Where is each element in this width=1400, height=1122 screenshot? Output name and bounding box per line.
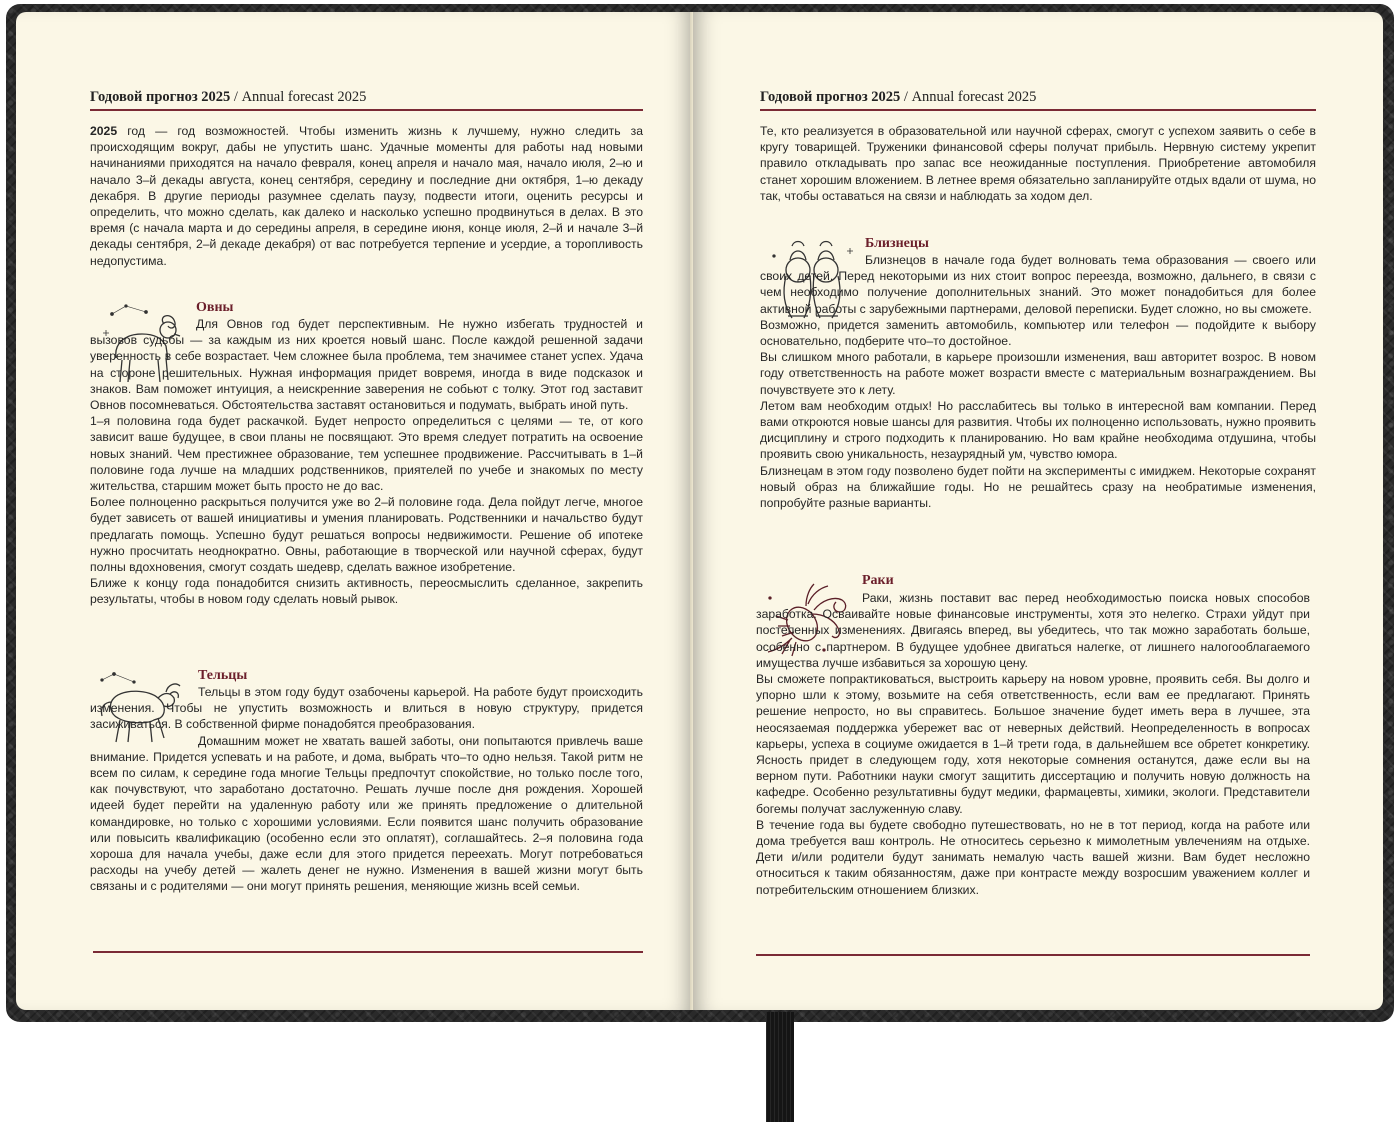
aries-block	[196, 300, 643, 316]
taurus-block	[198, 668, 643, 684]
aries-paragraph-4: Ближе к концу года понадобится снизить активность, переосмыслить сделанное, закрепить результаты, чтобы в новом году сделать новый рывок.	[90, 576, 643, 607]
gemini-paragraph-2: Возможно, придется заменить автомобиль, компьютер или телефон — подойдите к выбору основательно, подберите что–то достойное.	[760, 317, 1316, 349]
header-separator-right: /	[903, 89, 908, 105]
intro-text: год — год возможностей. Чтобы изменить жизнь к лучшему, нужно следить за происходящим вокруг, дабы не упустить шанс. Удачные моменты для работы над новыми начинаниями приходятся на начало февраля, конец апреля и начало мая, начало июля, 2–ю и начало 3–й декады августа, конец сентября, середину и последние дни октября, 1–ю декаду декабря. В другие периоды разумнее сделать паузу, подвести итоги, оценить ресурсы и определить, что можно сделать, как далеко и насколько успешно продвинуться в делах. В это время (с начала марта и до середины апреля, в середине июня, конце июля, 2–й и начале 3–й декады сентября, 2–й декаде декабря) от вас потребуется терпение и усердие, а торопливость недопустима.	[90, 124, 643, 268]
cancer-text	[756, 590, 1310, 898]
header-title-ru: Годовой прогноз 2025	[90, 89, 231, 105]
aries-title: Овны	[196, 300, 234, 315]
taurus-paragraph-1: Тельцы в этом году будут озабочены карьерой. На работе будут происходить изменения. Чтобы не упустить возможность и влиться в новую структуру, придется засиживаться. В собственной фирме понадобятся преобразования.	[90, 685, 643, 732]
right-header	[760, 89, 1036, 106]
gemini-paragraph-1: Близнецов в начале года будет волновать тема образования — своего или своих детей. Перед некоторыми из них стоит вопрос переезда, возможно, дальнего, в связи с чем необходимо получение дополнительных знаний. Это может понадобиться для более активной работы с зарубежными партнерами, деловой переписки. Будет сложно, но вы сможете.	[760, 253, 1316, 316]
cancer-paragraph-1: Раки, жизнь поставит вас перед необходимостью поиска новых способов заработка. Осваивайте новые финансовые инструменты, хотя это нелегко. Страхи уйдут при постепенных изменениях. Двигаясь вперед, вы убедитесь, что так можно заработать больше, особенно с партнером. В будущее удобнее двигаться налегке, от лишнего налогооблагаемого имущества лучше избавиться за хорошую цену.	[756, 591, 1310, 670]
cancer-paragraph-2: Вы сможете попрактиковаться, выстроить карьеру на новом уровне, проявить себя. Вы долго и упорно шли к этому, возьмите на себя ответственность, если вам ее предлагают. Принять решение непросто, но вы справитесь. Большое значение будет иметь вера в лучшее, эта неосязаемая поддержка убережет вас от неверных действий. Неопределенность в вопросах карьеры, успеха в социуме ожидается в 1–й трети года, в дальнейшем все обретет конкретику. Ясность придет в следующем году, хотя некоторые сомнения останутся, даже если вы на верном пути. Работники науки смогут защитить диссертацию и получить новую должность на кафедре. Особенно результативны будут медики, фармацевты, химики, экологи. Представители богемы получат заслуженную славу.	[756, 672, 1310, 816]
taurus-text	[90, 684, 643, 895]
bookmark-ribbon[interactable]	[766, 1012, 794, 1122]
gemini-block	[865, 236, 1316, 252]
right-intro	[760, 123, 1316, 204]
left-header-rule	[90, 109, 643, 111]
header-title-en: Annual forecast 2025	[241, 89, 367, 105]
cancer-block	[862, 573, 1316, 589]
left-intro	[90, 123, 643, 269]
gemini-title: Близнецы	[865, 236, 929, 251]
left-header	[90, 89, 366, 106]
gemini-text	[760, 252, 1316, 511]
left-footer-rule	[93, 951, 643, 953]
header-title-ru-right: Годовой прогноз 2025	[760, 89, 901, 105]
gemini-paragraph-3: Вы слишком много работали, в карьере произошли изменения, ваш авторитет возрос. В новом году ответственность на работе может возрасти вместе с материальным вознаграждением. Вы почувствуете это к лету.	[760, 350, 1316, 397]
header-title-en-right: Annual forecast 2025	[911, 89, 1037, 105]
right-intro-text: Те, кто реализуется в образовательной или научной сферах, смогут с успехом заявить о себе в кругу товарищей. Труженики финансовой сферы получат прибыль. Нервную систему укрепит правило откладывать про запас все неожиданные поступления. Приобретение автомобиля станет хорошим вложением. В летнее время обязательно запланируйте отдых вдали от шума, но так, чтобы оставаться на связи и наблюдать за ходом дел.	[760, 124, 1316, 203]
aries-paragraph-3: Более полноценно раскрыться получится уже во 2–й половине года. Дела пойдут легче, многое будет зависеть от вашей инициативы и умения планировать. Родственники и начальство будут предлагать помощь. Успешно будут решаться вопросы недвижимости. Решение об ипотеке нужно просчитать неоднократно. Овны, работающие в творческой или научной сферах, будут полны вдохновения, смогут создать шедевр, сделать важное изобретение.	[90, 495, 643, 575]
gemini-paragraph-5: Близнецам в этом году позволено будет пойти на эксперименты с имиджем. Некоторые сохранят новый образ на ближайшие годы. Но не решайтесь сразу на необратимые изменения, попробуйте разные варианты.	[760, 463, 1316, 511]
gemini-paragraph-4: Летом вам необходим отдых! Но расслабитесь вы только в интересной вам компании. Перед вами откроются новые шансы для развития. Чтобы их полноценно использовать, нужно проявить дисциплину и строго подходить к планированию. Но вам крайне необходима отдушина, чтобы проявить свою уникальность, незаурядный ум, чувство юмора.	[760, 398, 1316, 462]
aries-text	[90, 316, 643, 608]
intro-year: 2025	[90, 124, 118, 138]
page-gutter	[690, 12, 693, 1010]
taurus-paragraph-2: Домашним может не хватать вашей заботы, они попытаются привлечь ваше внимание. Придется успевать и на работе, и дома, выбрать что–то одно нельзя. Такой ритм не всем по силам, к середине года многие Тельцы предпочтут спокойствие, но только после того, как почувствуют, что заработано достаточно. Решать лучше после дня рождения. Хорошей идеей будет перейти на удаленную работу или же принять предложение о длительной командировке, но только с хорошими условиями. Если появится шанс получить образование или повысить квалификацию (особенно если это оплатят), соглашайтесь. 2–я половина года хороша для начала учебы, даже если для этого придется переехать. Могут потребоваться расходы на учебу детей — жалеть денег не нужно. Изменения в вашей жизни могут быть связаны и с родителями — они могут принять решения, меняющие жизнь всей семьи.	[90, 733, 643, 894]
right-footer-rule	[756, 954, 1310, 956]
taurus-title: Тельцы	[198, 668, 248, 683]
header-separator: /	[233, 89, 238, 105]
aries-paragraph-2: 1–я половина года будет раскачкой. Будет непросто определиться с целями — те, от кого зависит ваше будущее, в свои планы не посвящают. Это время следует потратить на освоение новых знаний. Чем престижнее образование, тем успешнее продвижение. Рассчитывать в 1–й половине года лучше на младших родственников, приятелей по учебе и знакомых по месту жительства, старшим может быть просто не до вас.	[90, 414, 643, 494]
aries-paragraph-1: Для Овнов год будет перспективным. Не нужно избегать трудностей и вызовов судьбы — за каждым из них кроется новый шанс. После каждой решенной задачи уверенность в себе возрастает. Чем сложнее была проблема, тем значимее станет успех. Удача на стороне решительных. Нужная информация придет вовремя, иногда в виде подсказок и знаков. Вам поможет интуиция, а неискренние заверения не собьют с толку. Этот год заставит Овнов посомневаться. Обстоятельства заставят остановиться и подумать, выбрать иной путь.	[90, 317, 643, 413]
cancer-paragraph-3: В течение года вы будете свободно путешествовать, но не в тот период, когда на работе или дома требуется ваш контроль. Не относитесь серьезно к мимолетным увлечениям на отдыхе. Дети и/или родители будут занимать немалую часть вашей жизни. Вам будет несложно относиться к таким обязанностям, даже при контрасте между возросшим уважением коллег и потребительским отношением близких.	[756, 817, 1310, 897]
right-header-rule	[760, 109, 1316, 111]
cancer-title: Раки	[862, 573, 894, 588]
